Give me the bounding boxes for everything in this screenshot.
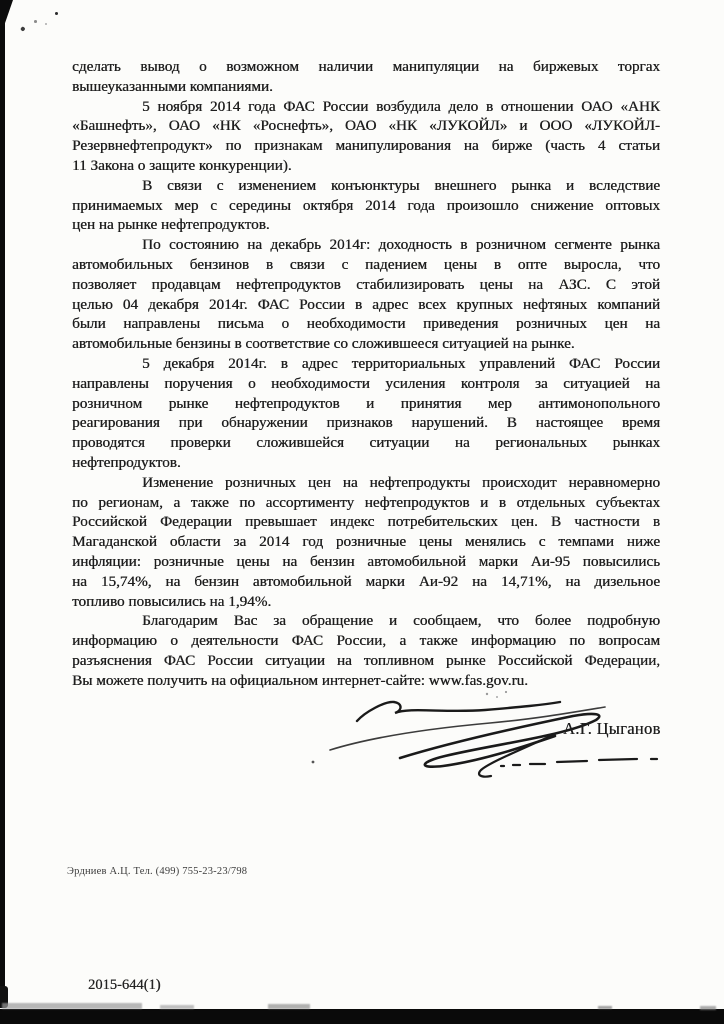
text-line: вышеуказанными компаниями.	[72, 77, 273, 95]
text-line: розничном рынке нефтепродуктов и принятия мер антимонопольного	[72, 394, 660, 412]
text-line: В связи с изменением конъюнктуры внешнего рынка и вследствие	[142, 176, 660, 194]
paragraph	[72, 611, 660, 690]
dust-speck	[34, 20, 37, 23]
text-line: сделать вывод о возможном наличии манипуляции на биржевых торгах	[72, 58, 660, 75]
scan-smudge	[598, 1006, 612, 1009]
dust-speck	[55, 12, 58, 15]
text-line: на 15,74%, на бензин автомобильной марки Аи-92 на 14,71%, на дизельное	[72, 572, 660, 590]
dust-speck	[45, 23, 47, 25]
scan-edge-left	[0, 0, 5, 1008]
signatory-name: А.Г. Цыганов	[563, 719, 661, 738]
paragraph	[72, 235, 660, 354]
paragraph	[72, 354, 660, 473]
text-line: реагирования при обнаружении признаков нарушений. В настоящее время	[72, 414, 660, 432]
text-line: Резервнефтепродукт» по признакам манипулирования на бирже (часть 4 статьи	[72, 137, 660, 155]
scan-smudge	[268, 1004, 310, 1009]
text-line: автомобильных бензинов в связи с падением цены в опте выросла, что	[72, 255, 660, 273]
text-line: целью 04 декабря 2014г. ФАС России в адрес всех крупных нефтяных компаний	[72, 295, 660, 313]
document-number: 2015-644(1)	[88, 977, 161, 993]
text-line: 5 ноября 2014 года ФАС России возбудила дело в отношении ОАО «АНК	[142, 97, 660, 115]
scan-smudge	[700, 1006, 716, 1010]
scan-smudge	[2, 1003, 142, 1009]
dust-speck	[20, 26, 25, 31]
executor-contact: Эрдниев А.Ц. Тел. (499) 755-23-23/798	[67, 866, 248, 877]
text-line: по регионам, а также по ассортименту нефтепродуктов и в отдельных субъектах	[72, 493, 660, 511]
paragraph	[72, 473, 660, 612]
text-line: инфляции: розничные цены на бензин автомобильной марки Аи-95 повысились	[72, 552, 660, 570]
text-line: 11 Закона о защите конкуренции).	[72, 156, 292, 174]
text-line: цен на рынке нефтепродуктов.	[72, 216, 270, 234]
text-line: разъяснения ФАС России ситуации на топливном рынке Российской Федерации,	[72, 651, 660, 669]
paragraph	[72, 176, 660, 235]
scan-smudge	[160, 1005, 194, 1009]
paragraph	[72, 57, 660, 97]
text-line: информацию о деятельности ФАС России, а также информацию по вопросам	[72, 632, 660, 650]
text-line: Вы можете получить на официальном интернет-сайте: www.fas.gov.ru.	[72, 671, 528, 689]
text-line: автомобильные бензины в соответствие со сложившееся ситуацией на рынке.	[72, 335, 575, 353]
scan-edge-bottom	[0, 1009, 724, 1024]
scan-corner-mark	[0, 0, 20, 30]
paragraph	[72, 97, 660, 176]
text-line: принимаемых мер с середины октября 2014 года произошло снижение оптовых	[72, 196, 660, 214]
text-line: нефтепродуктов.	[72, 453, 181, 471]
text-line: По состоянию на декабрь 2014г: доходность в розничном сегменте рынка	[142, 236, 660, 254]
text-line: «Башнефть», ОАО «НК «Роснефть», ОАО «НК «ЛУКОЙЛ» и ООО «ЛУКОЙЛ-	[72, 117, 660, 135]
text-line: проводятся проверки сложившейся ситуации на региональных рынках	[72, 434, 660, 452]
text-line: Изменение розничных цен на нефтепродукты происходит неравномерно	[142, 473, 660, 491]
letter-body	[72, 57, 660, 691]
text-line: Благодарим Вас за обращение и сообщаем, что более подробную	[142, 612, 660, 630]
text-line: были направлены письма о необходимости приведения розничных цен на	[72, 315, 660, 333]
text-line: 5 декабря 2014г. в адрес территориальных управлений ФАС России	[142, 354, 660, 372]
text-line: позволяет продавцам нефтепродуктов стабилизировать цены на АЗС. С этой	[72, 275, 660, 293]
text-line: Магаданской области за 2014 год розничные цены менялись с темпами ниже	[72, 533, 660, 551]
text-line: Российской Федерации превышает индекс потребительских цен. В частности в	[72, 513, 660, 531]
text-line: направлены поручения о необходимости усиления контроля за ситуацией на	[72, 374, 660, 392]
text-line: топливо повысились на 1,94%.	[72, 592, 272, 610]
